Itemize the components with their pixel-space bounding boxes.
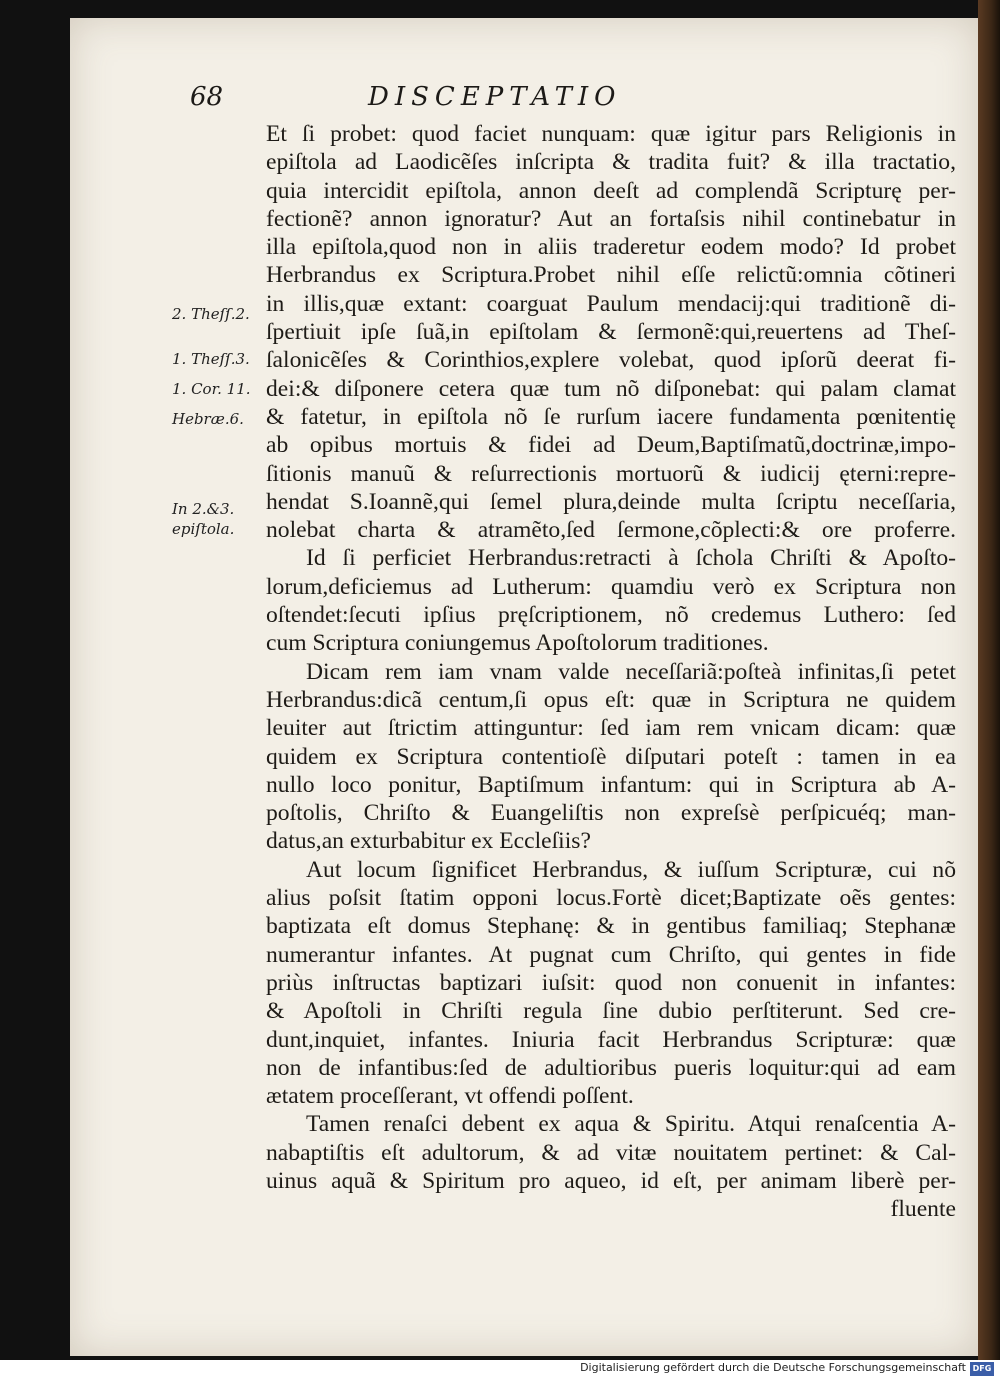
text-line: Aut locum ſignificet Herbrandus, & iuſſum Scripturæ, cui nõ	[306, 856, 956, 883]
margin-note: In 2.&3.	[172, 500, 235, 518]
text-line: oſtendet:ſecuti ipſius pręſcriptionem, nõ credemus Luthero: ſed	[266, 602, 956, 629]
text-line: quia intercidit epiſtola, annon deeſt ad complendã Scripturę per-	[266, 177, 956, 204]
text-line: nullo loco ponitur, Baptiſmum infantum: qui in Scriptura ab A-	[266, 771, 956, 798]
margin-note: epiſtola.	[172, 520, 235, 538]
text-line: poſtolis, Chriſto & Euangeliſtis non expreſsè perſpicuéq; man-	[266, 800, 956, 827]
text-line: in illis,quæ extant: coarguat Paulum mendacij:qui traditionẽ di-	[266, 290, 956, 317]
text-line: nabaptiſtis eſt adultorum, & ad vitæ nouitatem pertinet: & Cal-	[266, 1139, 956, 1166]
text-line: Tamen renaſci debent ex aqua & Spiritu. Atqui renaſcentia A-	[306, 1111, 956, 1138]
text-line: Dicam rem iam vnam valde neceſſariã:poſteà infinitas,ſi petet	[306, 658, 956, 685]
margin-note: 1. Theſſ.3.	[172, 350, 250, 368]
text-line: fectionẽ? annon ignoratur? Aut an fortaſsis nihil continebatur in	[266, 205, 956, 232]
running-head	[190, 70, 750, 110]
text-line: Id ſi perficiet Herbrandus:retracti à ſchola Chriſti & Apoſto-	[306, 545, 956, 572]
text-line: ab opibus mortuis & fidei ad Deum,Baptiſmatũ,doctrinæ,impo-	[266, 432, 956, 459]
text-line: alius poſsit ſtatim opponi locus.Fortè dicet;Baptizate oẽs gentes:	[266, 885, 956, 912]
text-line: & fatetur, in epiſtola nõ ſe rurſum iacere fundamenta pœnitentię	[266, 403, 956, 430]
text-line: datus,an exturbabitur ex Eccleſiis?	[266, 828, 591, 855]
text-line: epiſtola ad Laodicẽſes inſcripta & tradita fuit? & illa tractatio,	[266, 149, 956, 176]
footer-bar	[0, 1360, 1000, 1378]
text-line: illa epiſtola,quod non in aliis traderetur eodem modo? Id probet	[266, 234, 956, 261]
dfg-logo-icon: DFG	[970, 1362, 994, 1376]
footer-credit: Digitalisierung gefördert durch die Deutsche Forschungsgemeinschaft	[580, 1361, 966, 1374]
text-line: numerantur infantes. At pugnat cum Chriſto, qui gentes in fide	[266, 941, 956, 968]
text-line: Herbrandus:dicã centum,ſi opus eſt: quæ in Scriptura ne quidem	[266, 686, 956, 713]
text-line: non de infantibus:ſed de adultioribus pueris loquitur:qui ad eam	[266, 1054, 956, 1081]
margin-note: 1. Cor. 11.	[172, 380, 251, 398]
body-text	[266, 120, 956, 1224]
text-line: Et ſi probet: quod faciet nunquam: quæ igitur pars Religionis in	[266, 121, 956, 147]
text-line: ſpertiuit ipſe ſuã,in epiſtolam & ſermonẽ:qui,reuertens ad Theſ-	[266, 319, 956, 346]
text-line: priùs inſtructas baptizari iuſsit: quod non conuenit in infantes:	[266, 969, 956, 996]
text-line: dei:& diſponere cetera quæ tum nõ diſponebat: qui palam clamat	[266, 375, 956, 402]
text-line: ætatem proceſſerant, vt offendi poſſent.	[266, 1083, 634, 1110]
running-title: DISCEPTATIO	[368, 82, 622, 112]
margin-note: 2. Theſſ.2.	[172, 305, 250, 323]
book-edge	[978, 0, 1000, 1360]
text-line: dunt,inquiet, infantes. Iniuria facit Herbrandus Scripturæ: quæ	[266, 1026, 956, 1053]
text-line: ſalonicẽſes & Corinthios,explere volebat, quod ipſorũ deerat fi-	[266, 347, 956, 374]
text-line: Herbrandus ex Scriptura.Probet nihil eſſe relictũ:omnia cõtineri	[266, 262, 956, 289]
text-line: uinus aquã & Spiritum pro aqueo, id eſt, per animam liberè per-	[266, 1167, 956, 1194]
text-line: nolebat charta & atramẽto,ſed ſermone,cõplecti:& ore proferre.	[266, 517, 956, 544]
text-line: baptizata eſt domus Stephanę: & in gentibus familiaq; Stephanæ	[266, 913, 956, 940]
text-line: quidem ex Scriptura contentioſè diſputari poteſt : tamen in ea	[266, 743, 956, 770]
text-line: hendat S.Ioannẽ,qui ſemel plura,deinde multa ſcriptu neceſſaria,	[266, 488, 956, 515]
page-number: 68	[190, 82, 224, 112]
margin-note: Hebræ.6.	[172, 410, 244, 428]
text-line: ſitionis manuũ & reſurrectionis mortuorũ & iudicij ęterni:repre-	[266, 460, 956, 487]
text-line: lorum,deficiemus ad Lutherum: quamdiu verò ex Scriptura non	[266, 573, 956, 600]
catchword: fluente	[890, 1196, 956, 1223]
text-line: cum Scriptura coniungemus Apoſtolorum traditiones.	[266, 630, 769, 657]
text-line: & Apoſtoli in Chriſti regula ſine dubio perſtiterunt. Sed cre-	[266, 998, 956, 1025]
text-line: leuiter aut ſtrictim attinguntur: ſed iam rem vnicam dicam: quæ	[266, 715, 956, 742]
